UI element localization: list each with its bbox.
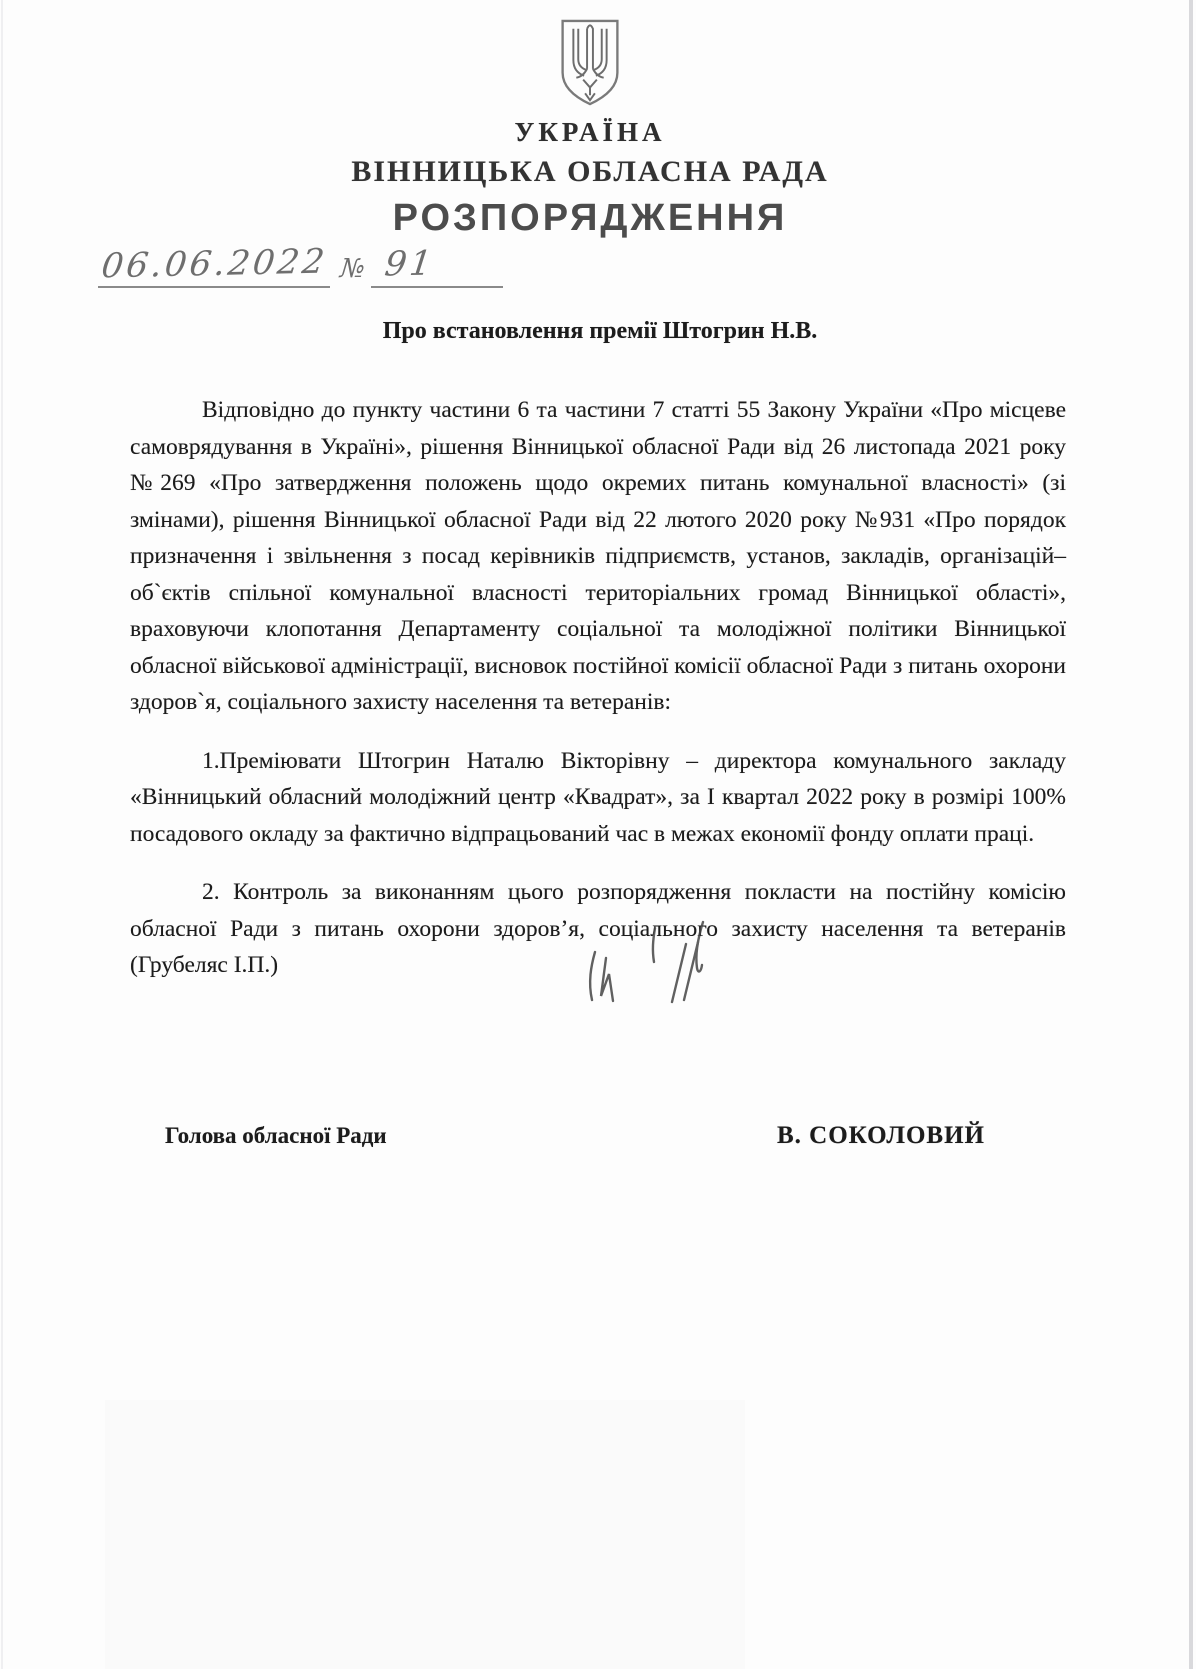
date-blank-line (98, 241, 330, 288)
signer-role: Голова обласної Ради (165, 1123, 387, 1148)
ukraine-trident-shield-icon (558, 18, 622, 108)
number-blank-line (371, 244, 503, 288)
scan-edge-right (1189, 0, 1193, 1669)
paragraph-item-2: 2. Контроль за виконанням цього розпорядження покласти на постійну комісію обласної Ради з питань охорони здоров’я, соціального захисту населення та ветеранів (Грубеляс І.П.) (130, 879, 1066, 978)
signer-name: В. СОКОЛОВИЙ (776, 1122, 985, 1149)
document-type-heading: РОЗПОРЯДЖЕННЯ (392, 197, 788, 239)
number-sign: № (338, 254, 367, 284)
organization-name: ВІННИЦЬКА ОБЛАСНА РАДА (351, 155, 829, 188)
paragraph-item-1: 1.Преміювати Штогрин Наталю Вікторівну – директора комунального закладу «Вінницький обласний молодіжний центр «Квадрат», за І квартал 2022 року в розмірі 100% посадового окладу за фактично відпрацьований час в межах економії фонду оплати праці. (130, 747, 1066, 847)
country-name: УКРАЇНА (514, 117, 666, 147)
date-and-number-line (98, 241, 503, 296)
document-header (0, 18, 1180, 240)
scan-shadow (105, 1400, 745, 1669)
document-title: Про встановлення премії Штогрин Н.В. (382, 318, 818, 344)
scan-edge-left (1, 0, 3, 1669)
handwritten-initials-marks-icon (585, 902, 775, 1010)
signature-block (165, 1122, 985, 1150)
handwritten-date: 06.06.2022 (99, 241, 330, 287)
paragraph-preamble: Відповідно до пункту частини 6 та частини 7 статті 55 Закону України «Про місцеве самоврядування в Україні», рішення Вінницької обласної Ради від 26 листопада 2021 року №269 «Про затвердження положень щодо окремих питань комунальної власності» (зі змінами), рішення Вінницької обласної Ради від 22 лютого 2020 року №931 «Про порядок призначення і звільнення з посад керівників підприємств, установ, закладів, організацій–об`єктів спільної комунальної власності територіальних громад Вінницької області», враховуючи клопотання Департаменту соціальної та молодіжної політики Вінницької обласної військової адміністрації, висновок постійної комісії обласної Ради з питань охорони здоров`я, соціального захисту населення та ветеранів: (130, 397, 1066, 715)
handwritten-number: 91 (382, 243, 437, 285)
